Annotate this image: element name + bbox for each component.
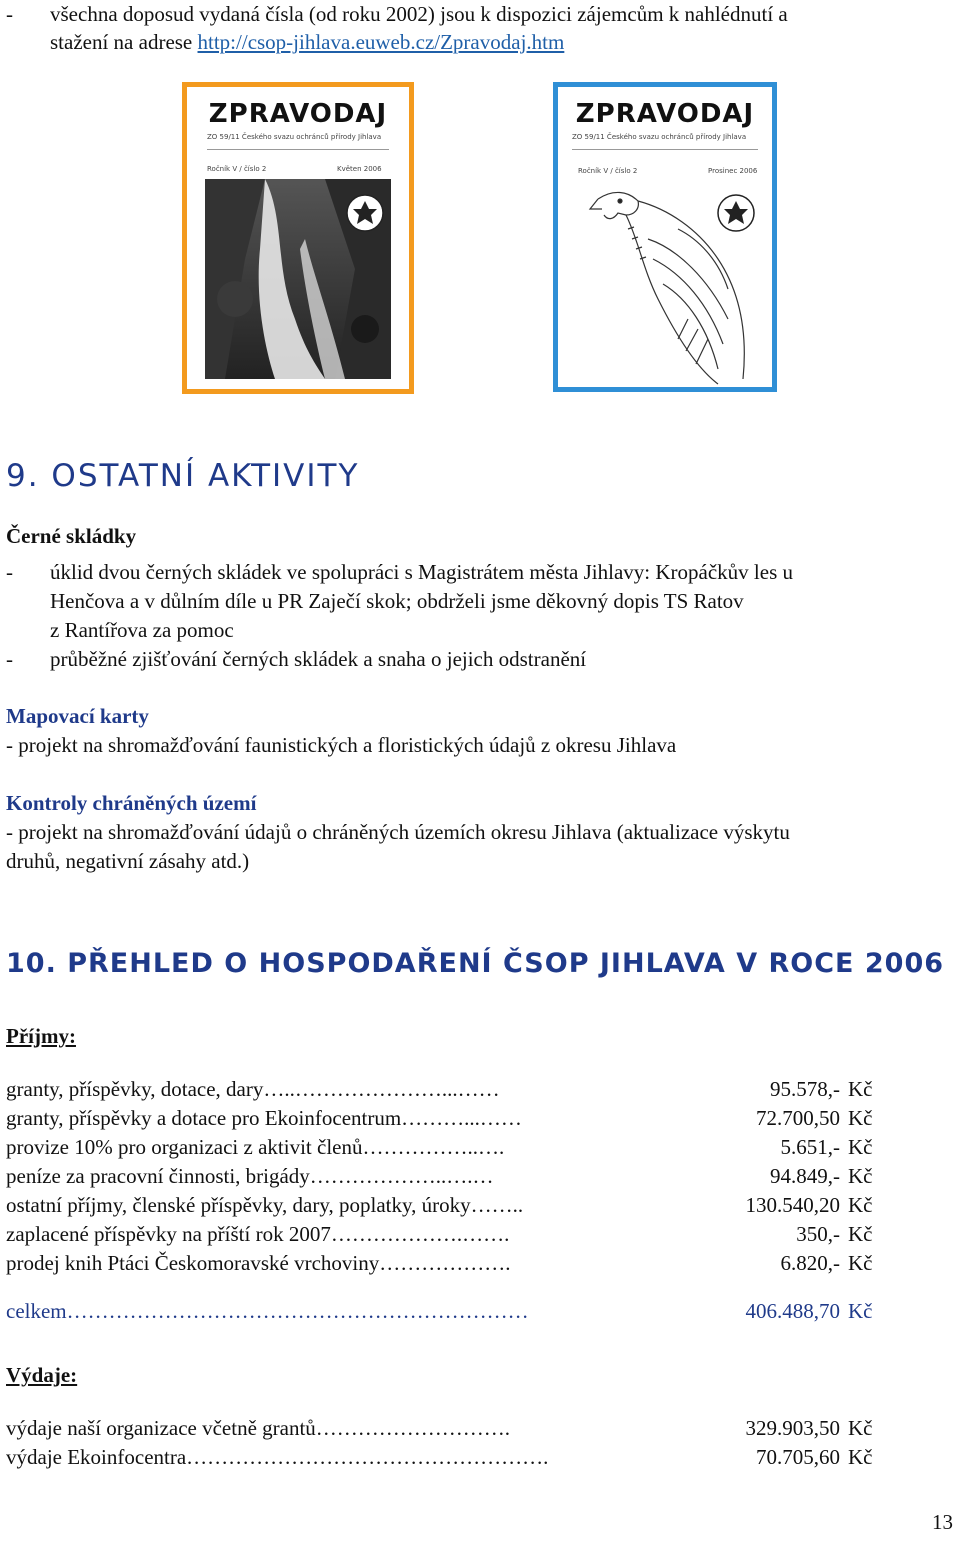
income-currency: Kč [848, 1222, 873, 1246]
expense-currency: Kč [848, 1416, 873, 1440]
income-label: peníze za pracovní činnosti, brigády………………..….… [6, 1164, 494, 1188]
cover-date: Prosinec 2006 [708, 167, 758, 175]
cover-title: ZPRAVODAJ [575, 99, 755, 129]
income-label: prodej knih Ptáci Českomoravské vrchoviny………………. [6, 1251, 511, 1275]
cerne-item-1-line-1: úklid dvou černých skládek ve spolupráci s Magistrátem města Jihlavy: Kropáčkův les u [50, 560, 793, 584]
income-label: provize 10% pro organizaci z aktivit členů……………..…. [6, 1135, 505, 1159]
income-amount: 72.700,50 [756, 1106, 840, 1130]
income-currency: Kč [848, 1106, 873, 1130]
expense-amount: 329.903,50 [745, 1416, 840, 1440]
kontroly-title: Kontroly chráněných území [6, 791, 257, 815]
income-label: granty, příspěvky, dotace, dary…..…………………...…… [6, 1077, 500, 1101]
zpravodaj-cover-may-2006 [182, 82, 414, 394]
income-total-currency: Kč [848, 1299, 873, 1323]
intro-bullet: - [6, 2, 13, 26]
section-9-heading: 9. OSTATNÍ AKTIVITY [6, 458, 360, 494]
income-amount: 350,- [796, 1222, 840, 1246]
cover-divider [207, 149, 389, 150]
income-title: Příjmy: [6, 1024, 76, 1048]
cover-issue: Ročník V / číslo 2 [207, 165, 267, 173]
cover-divider [572, 149, 758, 150]
income-label: granty, příspěvky a dotace pro Ekoinfocentrum………...…… [6, 1106, 522, 1130]
expense-label: výdaje Ekoinfocentra……………………………………………. [6, 1445, 549, 1469]
expense-amount: 70.705,60 [756, 1445, 840, 1469]
income-currency: Kč [848, 1193, 873, 1217]
income-currency: Kč [848, 1164, 873, 1188]
income-total-label: celkem………………………………………………………… [6, 1299, 529, 1323]
list-dash: - [6, 647, 13, 671]
mapovaci-karty-title: Mapovací karty [6, 704, 149, 728]
income-label: zaplacené příspěvky na příští rok 2007……………….……. [6, 1222, 510, 1246]
zpravodaj-url-link[interactable]: http://csop-jihlava.euweb.cz/Zpravodaj.htm [197, 30, 565, 54]
income-amount: 95.578,- [770, 1077, 840, 1101]
intro-line-2 [50, 30, 564, 55]
cerne-item-1-line-2: Henčova a v důlním díle u PR Zaječí skok; obdrželi jsme děkovný dopis TS Ratov [50, 589, 744, 613]
income-amount: 130.540,20 [745, 1193, 840, 1217]
cerne-skladky-title: Černé skládky [6, 524, 137, 548]
expense-label: výdaje naší organizace včetně grantů………………………. [6, 1416, 511, 1440]
income-currency: Kč [848, 1251, 873, 1275]
cover-subtitle: ZO 59/11 Českého svazu ochránců přírody Jihlava [207, 133, 382, 141]
income-amount: 6.820,- [780, 1251, 840, 1275]
csop-logo-icon [345, 193, 385, 233]
income-label: ostatní příjmy, členské příspěvky, dary, poplatky, úroky…….. [6, 1193, 524, 1217]
mapovaci-karty-text: - projekt na shromažďování faunistických a floristických údajů z okresu Jihlava [6, 733, 677, 757]
income-currency: Kč [848, 1135, 873, 1159]
income-total-amount: 406.488,70 [745, 1299, 840, 1323]
cover-date: Květen 2006 [337, 165, 382, 173]
zpravodaj-cover-december-2006 [553, 82, 777, 392]
income-amount: 94.849,- [770, 1164, 840, 1188]
income-amount: 5.651,- [780, 1135, 840, 1159]
expense-currency: Kč [848, 1445, 873, 1469]
expense-title: Výdaje: [6, 1363, 78, 1387]
cover-subtitle: ZO 59/11 Českého svazu ochránců přírody Jihlava [572, 133, 747, 141]
intro-line-1: všechna doposud vydaná čísla (od roku 2002) jsou k dispozici zájemcům k nahlédnutí a [50, 2, 788, 26]
cerne-item-2: průběžné zjišťování černých skládek a snaha o jejich odstranění [50, 647, 587, 671]
cerne-item-1-line-3: z Rantířova za pomoc [50, 618, 234, 642]
kontroly-text-line-1: - projekt na shromažďování údajů o chráněných územích okresu Jihlava (aktualizace výskytu [6, 820, 790, 844]
csop-logo-icon [716, 193, 756, 233]
income-currency: Kč [848, 1077, 873, 1101]
list-dash: - [6, 560, 13, 584]
kontroly-text-line-2: druhů, negativní zásahy atd.) [6, 849, 250, 873]
cover-title: ZPRAVODAJ [208, 99, 388, 129]
section-10-heading: 10. PŘEHLED O HOSPODAŘENÍ ČSOP JIHLAVA V ROCE 2006 [6, 948, 945, 979]
page-number: 13 [932, 1510, 953, 1534]
intro-line-2-prefix: stažení na adrese [50, 30, 193, 54]
cover-issue: Ročník V / číslo 2 [578, 167, 638, 175]
